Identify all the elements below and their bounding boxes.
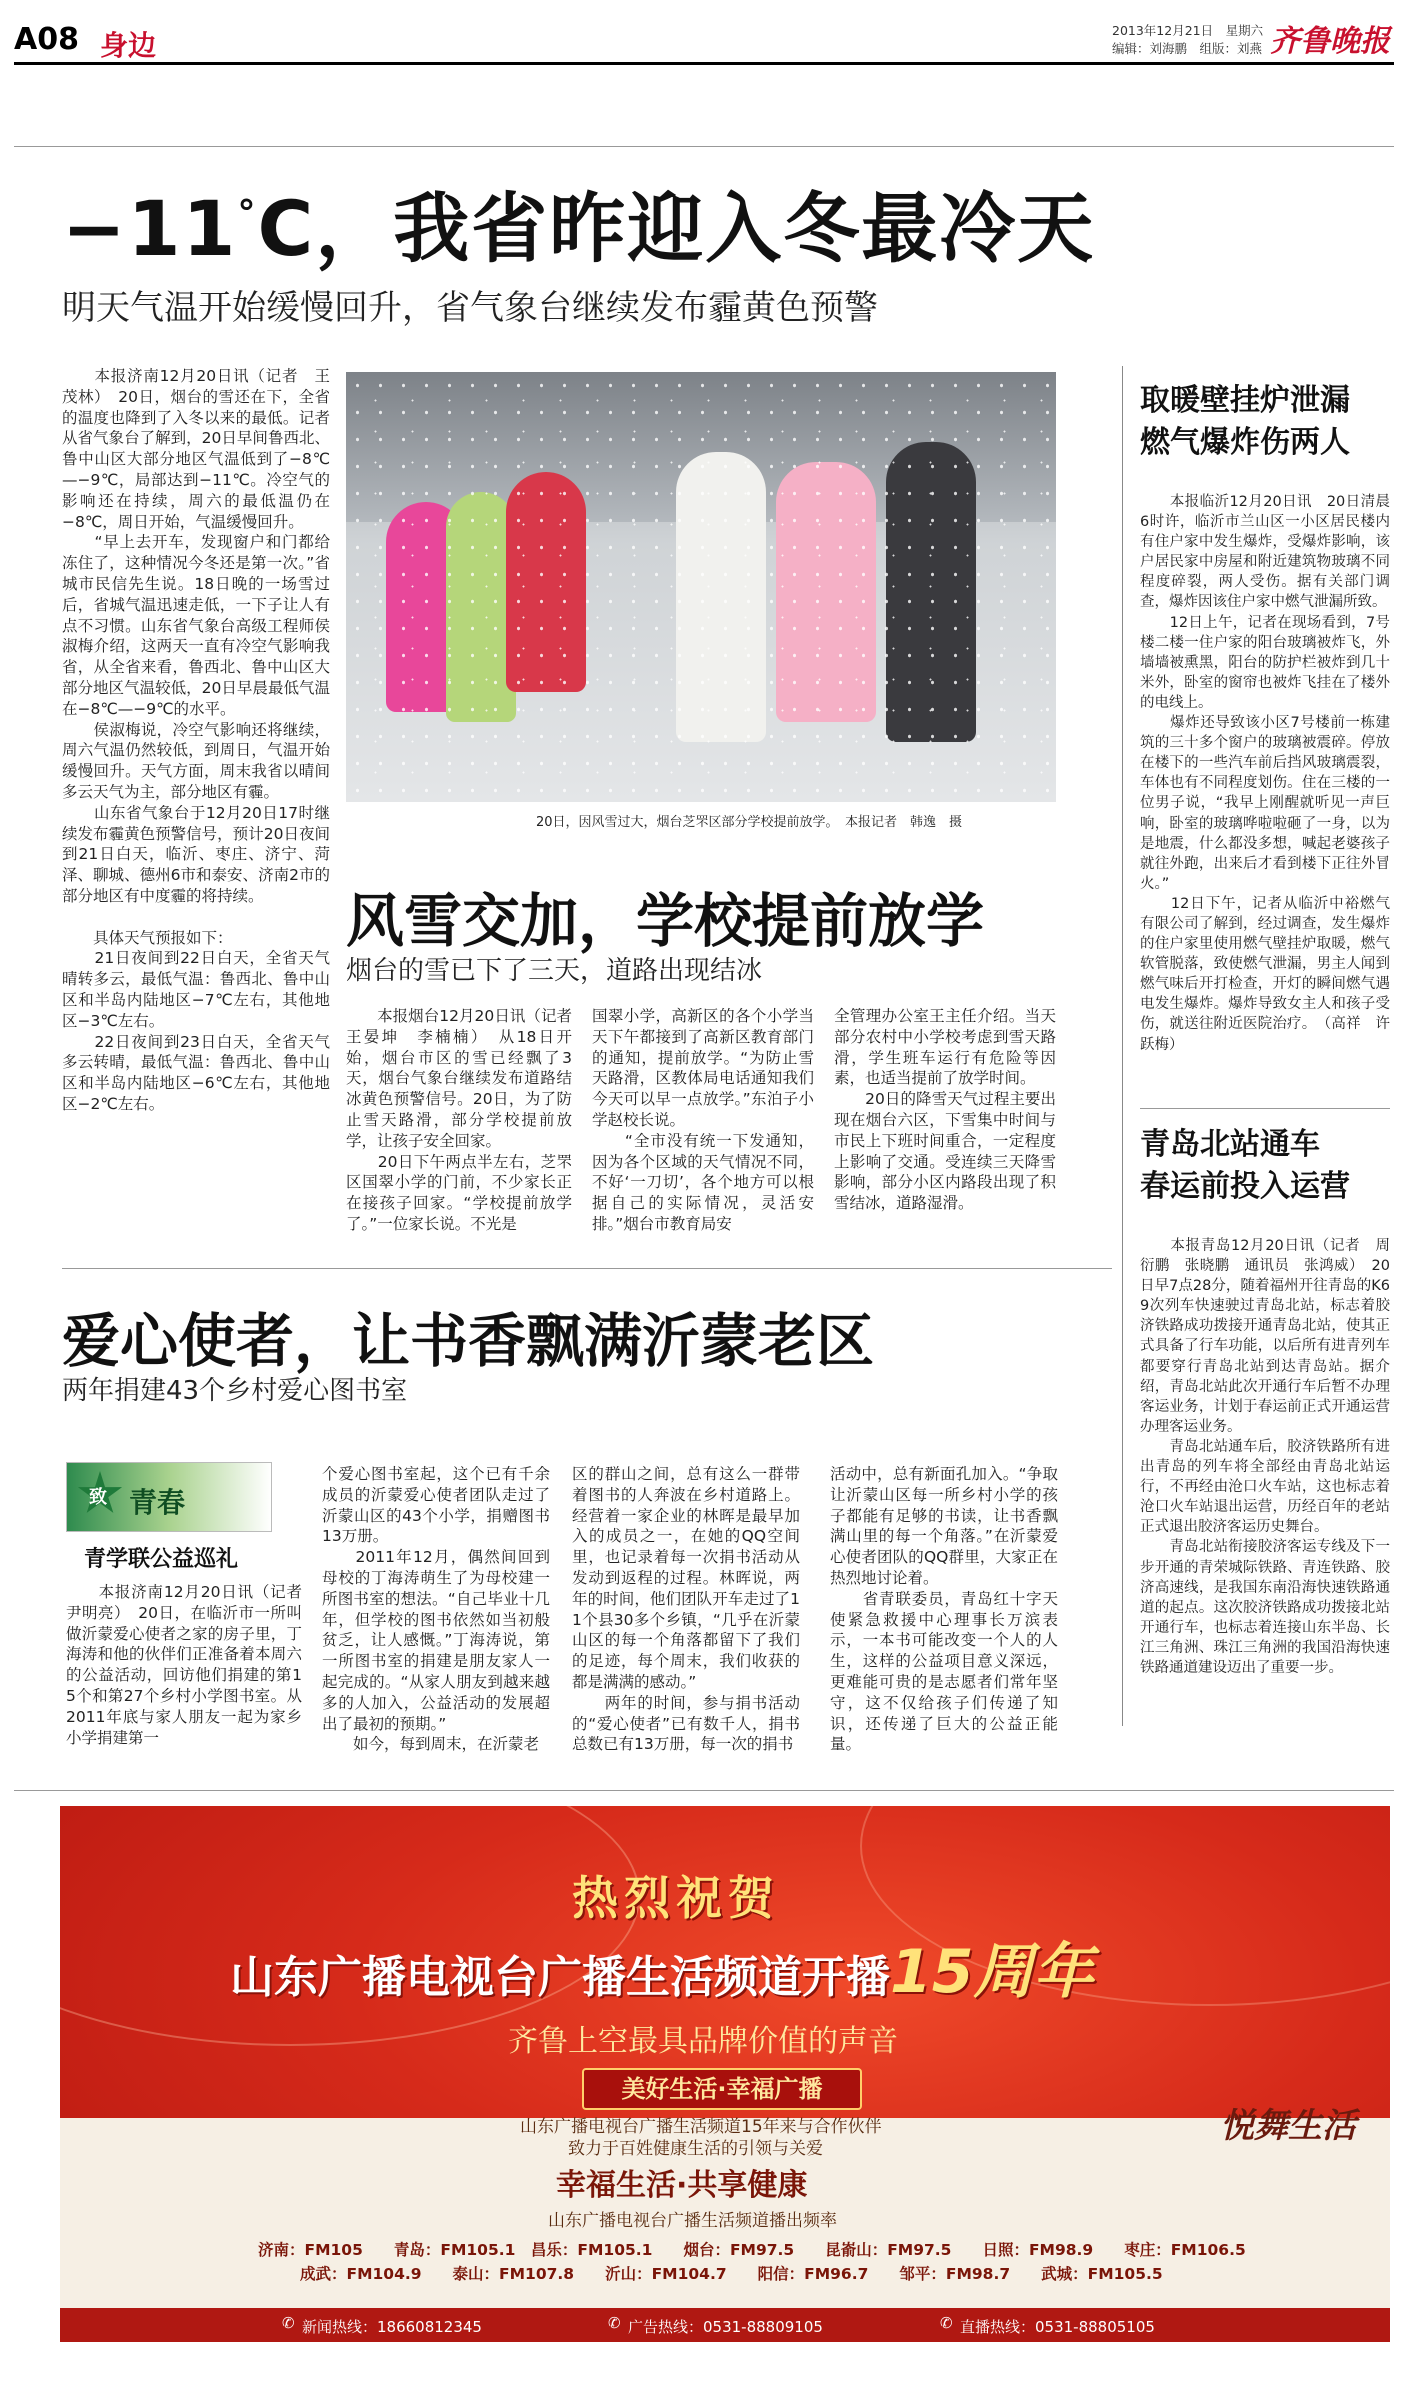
ad-freq-title: 山东广播电视台广播生活频道播出频率 bbox=[548, 2211, 837, 2231]
phone-icon: ✆ bbox=[282, 2314, 295, 2332]
side1-body: 本报临沂12月20日讯 20日清晨6时许，临沂市兰山区一小区居民楼内有住户家中发生爆炸，受爆炸影响，该户居民家中房屋和附近建筑物玻璃不同程度碎裂，两人受伤。据有关部门调查，爆炸因该住户家中燃气泄漏所致。 12日上午，记者在现场看到，7号楼二楼一住户家的阳台玻璃被炸飞，外墙墙被熏黑，阳台的防护栏被炸到几十米外，卧室的窗帘也被炸飞挂在了楼外的电线上。 爆炸还导致该小区7号楼前一栋建筑的三十多个窗户的玻璃被震碎。停放在楼下的一些汽车前后挡风玻璃震裂，车体也有不同程度划伤。住在三楼的一位男子说，“我早上刚醒就听见一声巨响，卧室的玻璃哗啦啦砸了一身，以为是地震，什么都没多想，喊起老婆孩子就往外跑，出来后才看到楼下正往外冒火。” 12日下午，记者从临沂中裕燃气有限公司了解到，经过调查，发生爆炸的住户家里使用燃气壁挂炉取暖，燃气软管脱落，致使燃气泄漏，男主人闻到燃气味后开打检查，开灯的瞬间燃气遇电发生爆炸。爆炸导致女主人和孩子受伤，就送往附近医院治疗。 （高祥 许跃梅） bbox=[1140, 494, 1390, 1053]
hotline-bar bbox=[60, 2308, 1390, 2342]
lead-col-1: 本报济南12月20日讯（记者 王茂林） 20日，烟台的雪还在下，全省的温度也降到了入冬以来的最低。记者从省气象台了解到，20日早间鲁西北、鲁中山区大部分地区气温低到了−8℃—−9℃，局部达到−11℃。冷空气的影响还在持续，周六的最低温仍在−8℃，周日开始，气温缓慢回升。 “早上去开车，发现窗户和门都给冻住了，这种情况今冬还是第一次。”省城市民信先生说。18日晚的一场雪过后，省城气温迅速走低，一下子让人有点不习惯。山东省气象台高级工程师侯淑梅介绍，这两天一直有冷空气影响我省，从全省来看，鲁西北、鲁中山区大部分地区气温较低，20日早晨最低气温在−8℃—−9℃的水平。 侯淑梅说，冷空气影响还将继续，周六气温仍然较低，到周日，气温开始缓慢回升。天气方面，周末我省以晴间多云天气为主，部分地区有霾。 山东省气象台于12月20日17时继续发布霾黄色预警信号，预计20日夜间到21日白天，临沂、枣庄、济宁、菏泽、聊城、德州6市和泰安、济南2市的部分地区有中度霾的将持续。 具体天气预报如下： 21日夜间到22日白天，全省天气晴转多云，最低气温：鲁西北、鲁中山区和半岛内陆地区−7℃左右，其他地区−3℃左右。 22日夜间到23日白天，全省天气多云转晴，最低气温：鲁西北、鲁中山区和半岛内陆地区−6℃左右，其他地区−2℃左右。 bbox=[62, 367, 330, 1113]
ad-text-1: 山东广播电视台广播生活频道15年来与合作伙伴 bbox=[520, 2117, 882, 2137]
hotline-ads: 广告热线：0531-88809105 bbox=[628, 2318, 823, 2336]
ad-lower-panel bbox=[60, 2106, 1390, 2308]
library-headline: 爱心使者，让书香飘满沂蒙老区 bbox=[62, 1307, 875, 1375]
library-col-4: 活动中，总有新面孔加入。“争取让沂蒙山区每一所乡村小学的孩子都能有足够的书读，让书香飘满山里的每一个角落。”在沂蒙爱心使者团队的QQ群里，大家正在热烈地讨论着。 省青联委员，青岛红十字天使紧急救援中心理事长万滨表示，一本书可能改变一个人的人生，这样的公益项目意义深远，更难能可贵的是志愿者们常年坚守，这不仅给孩子们传递了知识，还传递了巨大的公益正能量。 bbox=[830, 1465, 1058, 1754]
youth-badge bbox=[66, 1462, 272, 1532]
top-story-rule bbox=[14, 146, 1394, 147]
ad-top-rule bbox=[14, 1790, 1394, 1791]
date-line: 2013年12月21日 星期六 bbox=[1112, 23, 1264, 38]
ad-slogan: 齐鲁上空最具品牌价值的声音 bbox=[508, 2024, 898, 2059]
editor-line: 编辑：刘海鹏 组版：刘燕 bbox=[1112, 41, 1263, 56]
column-tag: 青学联公益巡礼 bbox=[84, 1547, 239, 1572]
ad-line1: 热烈祝贺 bbox=[572, 1871, 780, 1925]
side1-headline: 取暖壁挂炉泄漏 燃气爆炸伤两人 bbox=[1140, 383, 1350, 460]
library-rule bbox=[62, 1268, 1112, 1269]
section-name: 身边 bbox=[100, 29, 157, 62]
ad-freq-row-2: 成武：FM104.9 泰山：FM107.8 沂山：FM104.7 阳信：FM96.7 邹平：FM98.7 武城：FM105.5 bbox=[300, 2265, 1163, 2283]
column-divider bbox=[1122, 366, 1123, 1726]
school-col-3: 全管理办公室王主任介绍。当天部分农村中小学校考虑到雪天路滑，学生班车运行有危险等因素，也适当提前了放学时间。 20日的降雪天气过程主要出现在烟台六区，下雪集中时间与市民上下班时间重合，一定程度上影响了交通。受连续三天降雪影响，部分小区内路段出现了积雪结冰，道路湿滑。 bbox=[834, 1007, 1056, 1213]
newspaper-logo: 齐鲁晚报 bbox=[1270, 24, 1390, 59]
ad-big-slogan: 幸福生活·共享健康 bbox=[556, 2168, 808, 2203]
ad-line2-text: 山东广播电视台广播生活频道开播 bbox=[230, 1952, 890, 2003]
header-rule bbox=[14, 62, 1394, 65]
lead-headline bbox=[62, 168, 1095, 277]
lead-headline-rest: C，我省昨迎入冬最冷天 bbox=[257, 184, 1096, 273]
ad-line2 bbox=[230, 1924, 1094, 2010]
library-col-1: 本报济南12月20日讯（记者 尹明亮） 20日，在临沂市一所叫做沂蒙爱心使者之家的房子里，丁海涛和他的伙伴们正准备着本周六的公益活动，回访他们捐建的第15个和第27个乡村小学图书室。从2011年底与家人朋友一起为家乡小学捐建第一 bbox=[66, 1583, 318, 1747]
school-col-1: 本报烟台12月20日讯（记者 王晏坤 李楠楠） 从18日开始，烟台市区的雪已经飘了3天，烟台气象台继续发布道路结冰黄色预警信号。20日，为了防止雪天路滑，部分学校提前放学，让孩子安全回家。 20日下午两点半左右，芝罘区国翠小学的门前，不少家长正在接孩子回家。“学校提前放学了。”一位家长说。不光是 bbox=[346, 1007, 572, 1233]
side-rule bbox=[1140, 1108, 1390, 1109]
hotline-news: 新闻热线：18660812345 bbox=[302, 2318, 482, 2336]
side2-body: 本报青岛12月20日讯（记者 周衍鹏 张晓鹏 通讯员 张鸿威） 20日早7点28分，随着福州开往青岛的K69次列车快速驶过青岛北站，标志着胶济铁路成功拨接开通青岛北站，使其正式具备了行车功能，以后所有进青列车都要穿行青岛北站到达青岛站。据介绍，青岛北站此次开通行车后暂不办理客运业务，计划于春运前正式开通运营办理客运业务。 青岛北站通车后，胶济铁路所有进出青岛的列车将全部经由青岛北站运行，不再经由沧口火车站，这也标志着沧口火车站退出运营，历经百年的老站正式退出胶济客运历史舞台。 青岛北站衔接胶济客运专线及下一步开通的青荣城际铁路、青连铁路、胶济高速线，是我国东南沿海快速铁路通道的起点。这次胶济铁路成功拨接北站开通行车，也标志着连接山东半岛、长江三角洲、珠江三角洲的我国沿海快速铁路通道建设迈出了重要一步。 bbox=[1140, 1238, 1390, 1676]
page-number: A08 bbox=[14, 22, 79, 57]
lead-headline-number: −11 bbox=[62, 184, 238, 273]
hotline-live: 直播热线：0531-88805105 bbox=[960, 2318, 1155, 2336]
ad-line2-years: 15周年 bbox=[890, 1937, 1094, 2007]
side2-headline: 青岛北站通车 春运前投入运营 bbox=[1140, 1127, 1350, 1204]
snow-photo bbox=[346, 372, 1056, 802]
badge-word: 青春 bbox=[129, 1486, 186, 1519]
library-subhead: 两年捐建43个乡村爱心图书室 bbox=[62, 1376, 408, 1406]
school-headline: 风雪交加，学校提前放学 bbox=[346, 887, 985, 955]
library-col-3: 区的群山之间，总有这么一群带着图书的人奔波在乡村道路上。经营着一家企业的林晖是最早加入的成员之一，在她的QQ空间里，也记录着每一次捐书活动从发动到返程的过程。林晖说，两年的时间，他们团队开车走过了11个县30多个乡镇，“几乎在沂蒙山区的每一个角落都留下了我们的足迹，每个周末，我们收获的都是满满的感动。” 两年的时间，参与捐书活动的“爱心使者”已有数千人，捐书总数已有13万册，每一次的捐书 bbox=[572, 1465, 800, 1754]
school-col-2: 国翠小学，高新区的各个小学当天下午都接到了高新区教育部门的通知，提前放学。“为防止雪天路滑，区教体局电话通知我们今天可以早一点放学。”东泊子小学赵校长说。 “全市没有统一下发通知，因为各个区域的天气情况不同，不好‘一刀切’，各个地方可以根据自己的实际情况，灵活安排。”烟台市教育局安 bbox=[592, 1007, 814, 1233]
school-subhead: 烟台的雪已下了三天，道路出现结冰 bbox=[346, 956, 763, 986]
ad-pill: 美好生活·幸福广播 bbox=[582, 2068, 862, 2110]
photo-caption: 20日，因风雪过大，烟台芝罘区部分学校提前放学。 本报记者 韩逸 摄 bbox=[536, 815, 963, 830]
degree-mark: ° bbox=[237, 193, 258, 234]
ad-freq-row-1: 济南：FM105 青岛：FM105.1 昌乐：FM105.1 烟台：FM97.5 昆嵛山：FM97.5 日照：FM98.9 枣庄：FM106.5 bbox=[258, 2241, 1246, 2259]
photo-snow bbox=[346, 372, 1056, 802]
phone-icon: ✆ bbox=[608, 2314, 621, 2332]
ad-radio-logo: 悦舞生活 bbox=[1220, 2106, 1356, 2146]
phone-icon: ✆ bbox=[940, 2314, 953, 2332]
badge-zhi: 致 bbox=[89, 1487, 107, 1508]
lead-subhead: 明天气温开始缓慢回升，省气象台继续发布霾黄色预警 bbox=[62, 288, 878, 328]
ad-text-2: 致力于百姓健康生活的引领与关爱 bbox=[568, 2139, 823, 2159]
library-col-2: 个爱心图书室起，这个已有千余成员的沂蒙爱心使者团队走过了沂蒙山区的43个小学，捐赠图书13万册。 2011年12月，偶然间回到母校的丁海涛萌生了为母校建一所图书室的想法。“自己毕业十几年，但学校的图书依然如当初般贫乏，让人感慨。”丁海涛说，第一所图书室的捐建是朋友家人一起完成的。“从家人朋友到越来越多的人加入，公益活动的发展超出了最初的预期。” 如今，每到周末，在沂蒙老 bbox=[322, 1465, 550, 1754]
